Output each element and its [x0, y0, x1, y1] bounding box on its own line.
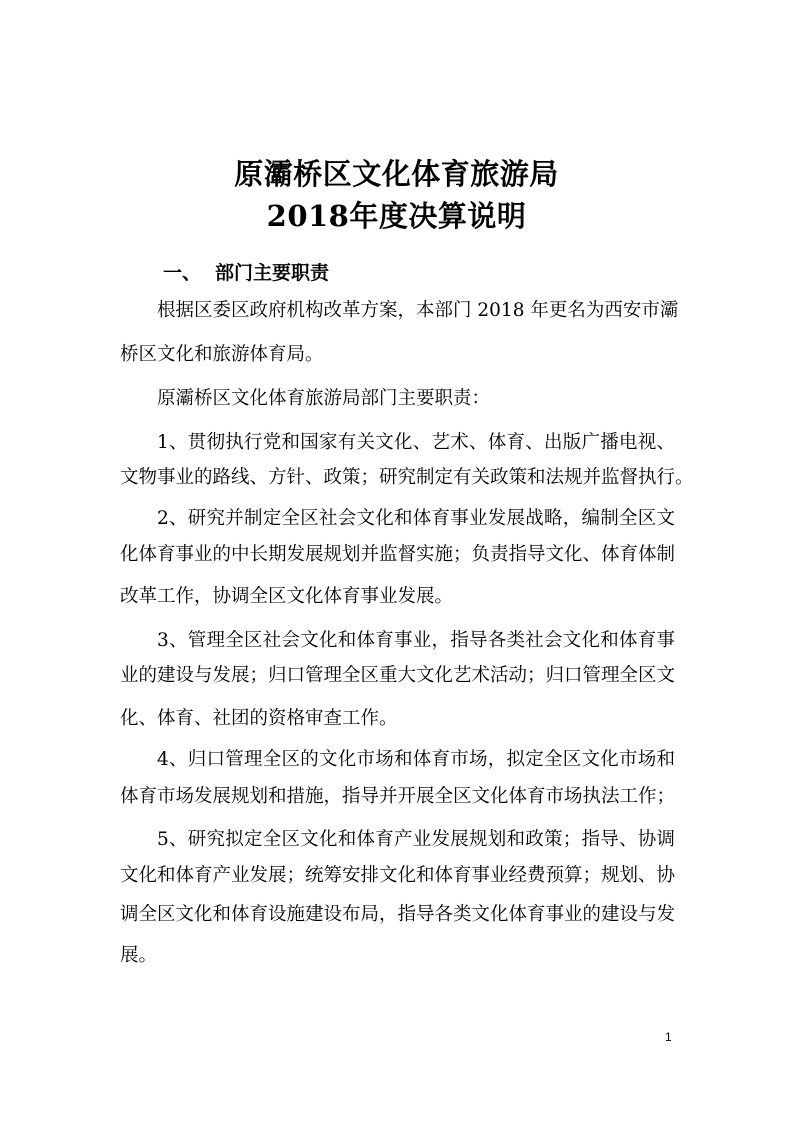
- paragraph-line: 桥区文化和旅游体育局。: [120, 344, 324, 365]
- section-number: 一、: [163, 262, 202, 284]
- paragraph-line: 调全区文化和体育设施建设布局，指导各类文化体育事业的建设与发: [120, 904, 676, 925]
- paragraph-line: 展。: [120, 945, 158, 966]
- paragraph-line: 5、研究拟定全区文化和体育产业发展规划和政策；指导、协调: [157, 829, 675, 850]
- paragraph-line: 1、贯彻执行党和国家有关文化、艺术、体育、出版广播电视、: [157, 432, 675, 453]
- paragraph-line: 2、研究并制定全区社会文化和体育事业发展战略，编制全区文: [157, 508, 675, 529]
- paragraph-line: 化体育事业的中长期发展规划并监督实施；负责指导文化、体育体制: [120, 544, 676, 565]
- section-heading: [163, 259, 329, 287]
- page-number: 1: [665, 1030, 672, 1044]
- paragraph-line: 文物事业的路线、方针、政策；研究制定有关政策和法规并监督执行。: [120, 467, 694, 488]
- paragraph-line: 化、体育、社团的资格审查工作。: [120, 708, 398, 729]
- paragraph-line: 根据区委区政府机构改革方案，本部门 2018 年更名为西安市灞: [157, 300, 679, 321]
- paragraph-line: 改革工作，协调全区文化体育事业发展。: [120, 586, 454, 607]
- paragraph-line: 3、管理全区社会文化和体育事业，指导各类社会文化和体育事: [157, 630, 675, 651]
- paragraph-line: 业的建设与发展；归口管理全区重大文化艺术活动；归口管理全区文: [120, 665, 676, 686]
- paragraph-line: 4、归口管理全区的文化市场和体育市场，拟定全区文化市场和: [157, 749, 675, 770]
- document-title-line2: 2018年度决算说明: [266, 199, 527, 233]
- paragraph-line: 文化和体育产业发展；统筹安排文化和体育事业经费预算；规划、协: [120, 865, 676, 886]
- document-title-line1: 原灞桥区文化体育旅游局: [234, 157, 559, 191]
- paragraph-line: 原灞桥区文化体育旅游局部门主要职责：: [157, 388, 491, 409]
- paragraph-line: 体育市场发展规划和措施，指导并开展全区文化体育市场执法工作；: [120, 786, 676, 807]
- section-heading-text: 部门主要职责: [215, 262, 330, 284]
